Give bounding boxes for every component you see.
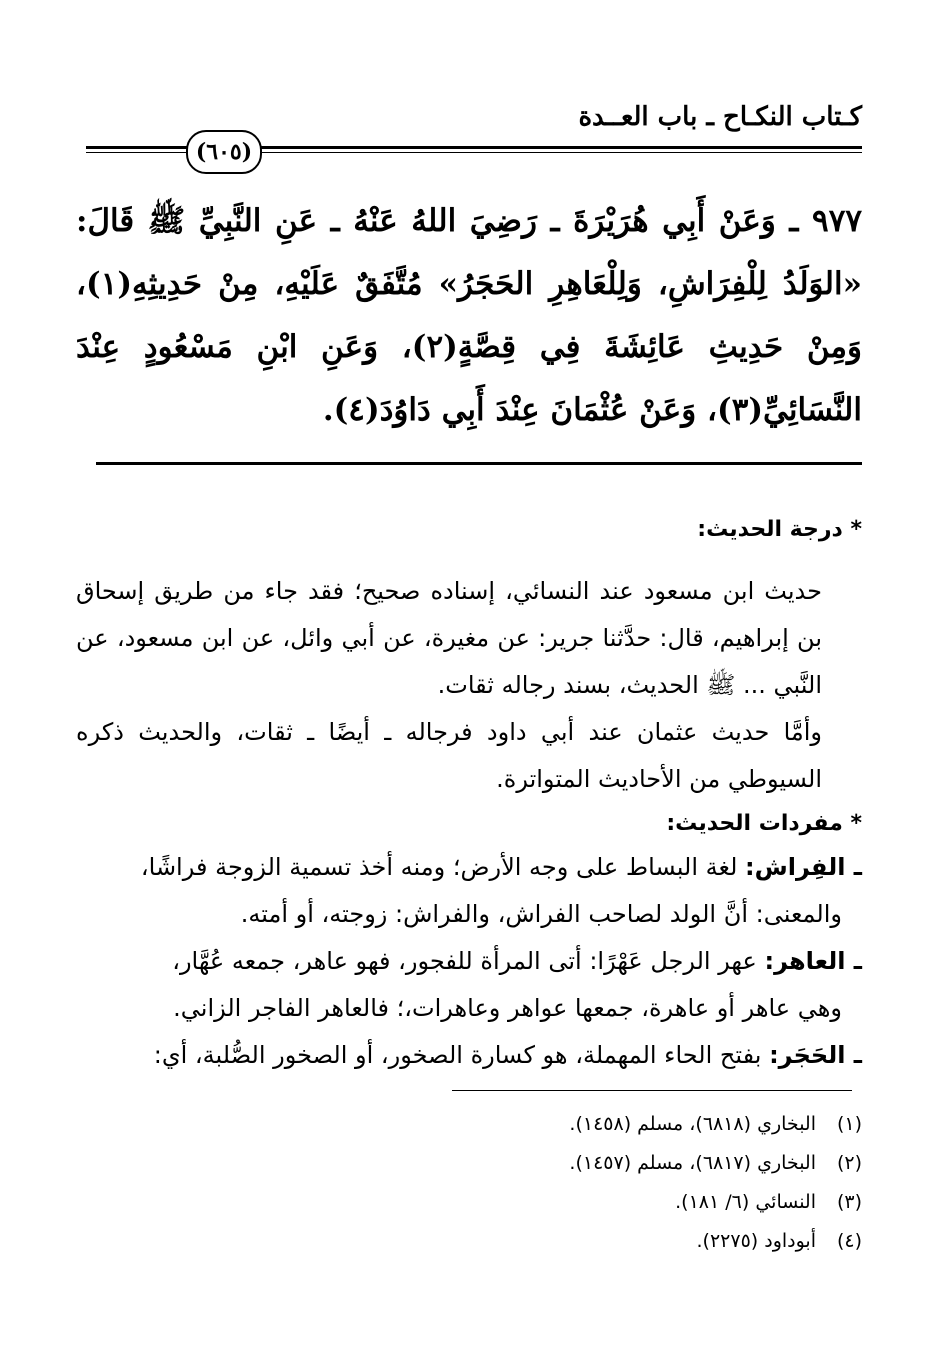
- footnote-text: أبوداود (٢٢٧٥).: [696, 1230, 816, 1252]
- footnotes: [300, 1105, 862, 1261]
- footnote-number: (١): [836, 1113, 862, 1135]
- vocab-definition-continued: وهي عاهر أو عاهرة، جمعها عواهر وعاهرات،؛ فالعاهر الفاجر الزاني.: [173, 994, 842, 1022]
- grade-paragraph-1: حديث ابن مسعود عند النسائي، إسناده صحيح؛ فقد جاء من طريق إسحاق بن إبراهيم، قال: حدَّثنا جرير: عن مغيرة، عن أبي وائل، عن ابن مسعود، عن النَّبي ... ﷺ الحديث، بسند رجاله ثقات.: [76, 577, 822, 699]
- vocab-definition: لغة البساط على وجه الأرض؛ ومنه أخذ تسمية الزوجة فراشًا،: [140, 853, 738, 881]
- vocab-entry: [76, 844, 862, 938]
- page-number: (٦٠٥): [186, 130, 262, 174]
- vocab-term: ـ الحَجَر:: [769, 1041, 862, 1069]
- footnote: [300, 1183, 862, 1222]
- footnote-text: البخاري (٦٨١٨)، مسلم (١٤٥٨).: [569, 1113, 816, 1135]
- vocab-term: ـ الفِراش:: [745, 853, 862, 881]
- vocab-definition: بفتح الحاء المهملة، هو كسارة الصخور، أو الصخور الصُّلبة، أي:: [153, 1041, 762, 1069]
- footnote: [300, 1144, 862, 1183]
- vocab-definition-continued: والمعنى: أنَّ الولد لصاحب الفراش، والفراش: زوجته، أو أمته.: [240, 900, 842, 928]
- vocab-term: ـ العاهر:: [764, 947, 862, 975]
- grade-heading: * درجة الحديث:: [697, 517, 862, 542]
- vocab-entry: [76, 1032, 862, 1079]
- hadith-text: وَعَنْ أَبِي هُرَيْرَةَ ـ رَضِيَ اللهُ عَنْهُ ـ عَنِ النَّبِيِّ ﷺ قَالَ: «الوَلَدُ لِلْفِرَاشِ، وَلِلْعَاهِرِ الحَجَرُ» مُتَّفَقٌ عَلَيْهِ، مِنْ حَدِيثِهِ(١)، وَمِنْ حَدِيثِ عَائِشَةَ فِي قِصَّةٍ(٢)، وَعَنِ ابْنِ مَسْعُودٍ عِنْدَ النَّسَائِيِّ(٣)، وَعَنْ عُثْمَانَ عِنْدَ أَبِي دَاوُدَ(٤).: [76, 203, 862, 428]
- grade-paragraph-2: وأمَّا حديث عثمان عند أبي داود فرجاله ـ أيضًا ـ ثقات، والحديث ذكره السيوطي من الأحاديث المتواترة.: [76, 718, 822, 793]
- vocab-definition: عهر الرجل عَهْرًا: أتى المرأة للفجور، فهو عاهر، جمعه عُهَّار،: [172, 947, 757, 975]
- footnote-rule: [452, 1090, 852, 1091]
- section-divider: [96, 462, 862, 465]
- vocab-heading: * مفردات الحديث:: [666, 811, 862, 836]
- footnote-number: (٤): [836, 1230, 862, 1252]
- footnote-text: البخاري (٦٨١٧)، مسلم (١٤٥٧).: [569, 1152, 816, 1174]
- footnote-number: (٣): [836, 1191, 862, 1213]
- hadith-block: [76, 190, 862, 442]
- vocab-section: [76, 804, 862, 1079]
- hadith-number: ٩٧٧ ـ: [789, 203, 862, 239]
- footnote: [300, 1105, 862, 1144]
- running-title: كـتاب النكـاح ـ باب العــدة: [578, 102, 862, 132]
- grade-section: [76, 510, 862, 803]
- footnote-text: النسائي (٦/ ١٨١).: [675, 1191, 816, 1213]
- footnote-number: (٢): [836, 1152, 862, 1174]
- footnote: [300, 1222, 862, 1261]
- vocab-entry: [76, 938, 862, 1032]
